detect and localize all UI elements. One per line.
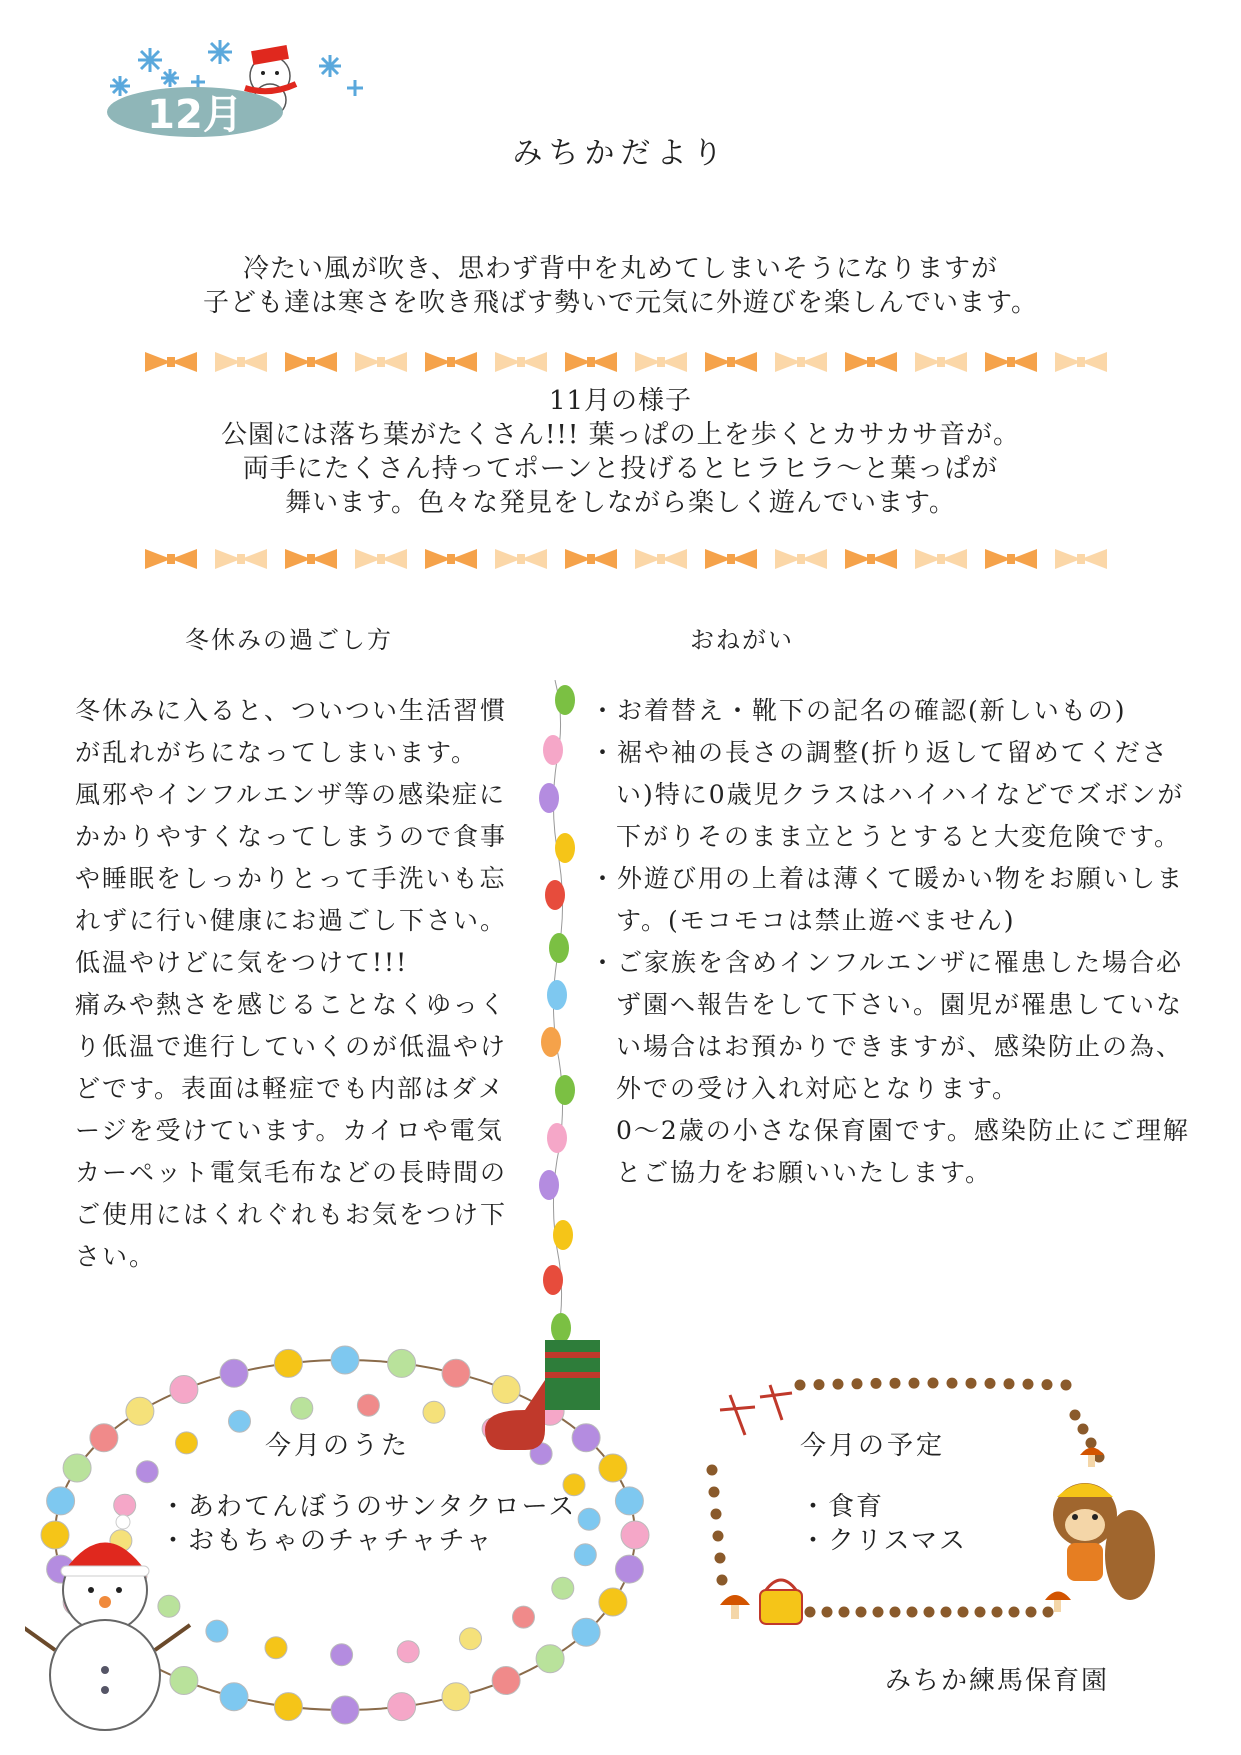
frame-dot-icon — [985, 1378, 996, 1389]
frame-dot-icon — [907, 1607, 918, 1618]
ribbon-bow-icon — [635, 549, 687, 569]
frame-dot-icon — [1026, 1607, 1037, 1618]
balloon-icon — [555, 1075, 575, 1105]
school-name: みちか練馬保育園 — [885, 1666, 1110, 1696]
light-bulb-icon — [331, 1644, 353, 1666]
squirrel-icon — [1053, 1483, 1155, 1600]
ribbon-bow-icon — [915, 352, 967, 372]
basket-icon — [760, 1580, 802, 1624]
light-bulb-icon — [158, 1595, 180, 1617]
ribbon-bow-icon — [285, 352, 337, 372]
light-bulb-icon — [442, 1683, 470, 1711]
light-bulb-icon — [136, 1461, 158, 1483]
ribbon-bow-icon — [425, 549, 477, 569]
light-bulb-icon — [47, 1487, 75, 1515]
balloon-icon — [555, 833, 575, 863]
balloon-icon — [539, 1170, 559, 1200]
frame-dot-icon — [909, 1378, 920, 1389]
winter-line: かかりやすくなってしまうので食事 — [75, 822, 508, 851]
snowflake-icon — [110, 40, 363, 96]
ribbon-bow-icon — [845, 352, 897, 372]
request-item: ・ご家族を含めインフルエンザに罹患した場合必ず園へ報告をして下さい。園児が罹患していない場合はお預かりできますが、感染防止の為、外での受け入れ対応となります。 — [590, 948, 1184, 1103]
frame-dot-icon — [890, 1607, 901, 1618]
dragonfly-icon — [720, 1385, 792, 1435]
schedule-title: 今月の予定 — [800, 1431, 946, 1461]
frame-dot-icon — [711, 1509, 722, 1520]
frame-dot-icon — [992, 1607, 1003, 1618]
frame-dot-icon — [958, 1607, 969, 1618]
light-bulb-icon — [291, 1397, 313, 1419]
frame-dot-icon — [1042, 1379, 1053, 1390]
light-bulb-icon — [423, 1401, 445, 1423]
frame-dot-icon — [1078, 1424, 1089, 1435]
winter-line: 風邪やインフルエンザ等の感染症に — [75, 780, 507, 809]
frame-dot-icon — [1061, 1380, 1072, 1391]
winter-line: ージを受けています。カイロや電気 — [75, 1116, 504, 1145]
balloon-icon — [547, 1123, 567, 1153]
light-bulb-icon — [492, 1376, 520, 1404]
ribbon-bow-icon — [495, 549, 547, 569]
song-list — [160, 1490, 576, 1558]
winter-line: が乱れがちになってしまいます。 — [75, 738, 479, 767]
light-bulb-icon — [513, 1606, 535, 1628]
november-section — [0, 384, 1241, 520]
ribbon-divider-bottom — [140, 546, 1120, 572]
request-closing: 0～2歳の小さな保育園です。感染防止にご理解とご協力をお願いいたします。 — [616, 1116, 1190, 1187]
light-bulb-icon — [206, 1620, 228, 1642]
ribbon-bow-icon — [705, 549, 757, 569]
balloon-icon — [541, 1027, 561, 1057]
frame-dot-icon — [715, 1553, 726, 1564]
frame-dot-icon — [966, 1378, 977, 1389]
winter-line: や睡眠をしっかりとって手洗いも忘 — [75, 864, 507, 893]
ribbon-bow-icon — [775, 549, 827, 569]
ribbon-bow-icon — [985, 549, 1037, 569]
light-bulb-icon — [492, 1667, 520, 1695]
light-bulb-icon — [599, 1454, 627, 1482]
light-bulb-icon — [572, 1424, 600, 1452]
schedule-item: ・食育 — [800, 1492, 885, 1522]
ribbon-bow-icon — [425, 352, 477, 372]
light-bulb-icon — [170, 1376, 198, 1404]
requests-body — [590, 690, 1190, 1194]
frame-dot-icon — [709, 1487, 720, 1498]
song-item: ・あわてんぼうのサンタクロース — [160, 1492, 577, 1522]
november-line: 舞います。色々な発見をしながら楽しく遊んでいます。 — [285, 488, 956, 518]
light-bulb-icon — [331, 1696, 359, 1724]
request-item: ・外遊び用の上着は薄くて暖かい物をお願いします。(モコモコは禁止遊べません) — [590, 864, 1185, 935]
light-bulb-icon — [578, 1508, 600, 1530]
frame-dot-icon — [833, 1379, 844, 1390]
light-bulb-icon — [331, 1346, 359, 1374]
ribbon-bow-icon — [565, 549, 617, 569]
badge-month: 12月 — [147, 92, 243, 138]
light-bulb-icon — [536, 1645, 564, 1673]
frame-dot-icon — [1070, 1410, 1081, 1421]
ribbon-bow-icon — [355, 352, 407, 372]
light-bulb-icon — [621, 1521, 649, 1549]
light-bulb-icon — [574, 1544, 596, 1566]
light-bulb-icon — [63, 1454, 91, 1482]
ribbon-bow-icon — [845, 549, 897, 569]
frame-dot-icon — [1009, 1607, 1020, 1618]
winter-line: カーペット電気毛布などの長時間の — [75, 1158, 508, 1187]
winter-line: れずに行い健康にお過ごし下さい。 — [75, 906, 508, 935]
winter-line: ご使用にはくれぐれもお気をつけ下 — [75, 1200, 508, 1229]
song-title: 今月のうた — [265, 1431, 411, 1461]
frame-dot-icon — [1023, 1379, 1034, 1390]
frame-dot-icon — [717, 1575, 728, 1586]
light-bulb-icon — [274, 1349, 302, 1377]
frame-dot-icon — [975, 1607, 986, 1618]
november-heading: 11月の様子 — [548, 386, 693, 416]
ribbon-bow-icon — [145, 352, 197, 372]
november-line: 両手にたくさん持ってポーンと投げるとヒラヒラ～と葉っぱが — [242, 454, 999, 484]
balloon-icon — [549, 933, 569, 963]
light-bulb-icon — [220, 1683, 248, 1711]
intro-line: 子ども達は寒さを吹き飛ばす勢いで元気に外遊びを楽しんでいます。 — [203, 288, 1038, 318]
frame-dot-icon — [871, 1378, 882, 1389]
balloon-icon — [555, 685, 575, 715]
light-bulb-icon — [274, 1693, 302, 1721]
page-title: みちかだより — [512, 136, 729, 171]
light-bulb-icon — [170, 1667, 198, 1695]
frame-dot-icon — [890, 1378, 901, 1389]
ribbon-bow-icon — [355, 549, 407, 569]
balloon-icon — [545, 880, 565, 910]
light-bulb-icon — [229, 1410, 251, 1432]
winter-line: 低温やけどに気をつけて!!! — [75, 948, 409, 977]
light-bulb-icon — [460, 1628, 482, 1650]
frame-dot-icon — [947, 1378, 958, 1389]
request-item: ・裾や袖の長さの調整(折り返して留めてください)特に0歳児クラスはハイハイなどでズボンが下がりそのまま立とうとすると大変危険です。 — [590, 738, 1185, 851]
ribbon-bow-icon — [495, 352, 547, 372]
winter-line: さい。 — [75, 1242, 157, 1271]
november-line: 公園には落ち葉がたくさん!!! 葉っぱの上を歩くとカサカサ音が。 — [220, 420, 1021, 450]
frame-dot-icon — [1043, 1607, 1054, 1618]
light-bulb-icon — [126, 1397, 154, 1425]
light-bulb-icon — [388, 1693, 416, 1721]
ribbon-bow-icon — [985, 352, 1037, 372]
frame-dot-icon — [713, 1531, 724, 1542]
light-bulb-icon — [114, 1494, 136, 1516]
light-bulb-icon — [572, 1618, 600, 1646]
ribbon-bow-icon — [1055, 549, 1107, 569]
ribbon-bow-icon — [145, 549, 197, 569]
light-bulb-icon — [615, 1555, 643, 1583]
light-bulb-icon — [90, 1424, 118, 1452]
frame-dot-icon — [924, 1607, 935, 1618]
winter-line: 冬休みに入ると、ついつい生活習慣 — [75, 696, 508, 725]
ribbon-bow-icon — [705, 352, 757, 372]
ribbon-bow-icon — [565, 352, 617, 372]
light-bulb-icon — [442, 1359, 470, 1387]
light-bulb-icon — [397, 1641, 419, 1663]
light-bulb-icon — [615, 1487, 643, 1515]
balloon-icon — [547, 980, 567, 1010]
ribbon-bow-icon — [915, 549, 967, 569]
light-bulb-icon — [220, 1359, 248, 1387]
ribbon-bow-icon — [635, 352, 687, 372]
frame-dot-icon — [839, 1607, 850, 1618]
schedule-list — [800, 1490, 967, 1558]
frame-dot-icon — [928, 1378, 939, 1389]
frame-dot-icon — [805, 1607, 816, 1618]
ribbon-bow-icon — [215, 549, 267, 569]
frame-dot-icon — [873, 1607, 884, 1618]
requests-heading: おねがい — [690, 626, 794, 654]
frame-dot-icon — [941, 1607, 952, 1618]
frame-dot-icon — [795, 1380, 806, 1391]
frame-dot-icon — [1004, 1378, 1015, 1389]
ribbon-bow-icon — [775, 352, 827, 372]
frame-dot-icon — [852, 1378, 863, 1389]
balloon-icon — [543, 735, 563, 765]
request-item: ・お着替え・靴下の記名の確認(新しいもの) — [590, 696, 1127, 725]
balloon-icon — [539, 783, 559, 813]
winter-line: り低温で進行していくのが低温やけ — [75, 1032, 508, 1061]
winter-line: 痛みや熱さを感じることなくゆっく — [75, 990, 507, 1019]
balloon-icon — [553, 1220, 573, 1250]
light-bulb-icon — [176, 1432, 198, 1454]
balloon-divider — [535, 680, 585, 1340]
frame-dot-icon — [856, 1607, 867, 1618]
frame-dot-icon — [822, 1607, 833, 1618]
frame-dot-icon — [707, 1465, 718, 1476]
schedule-item: ・クリスマス — [800, 1526, 967, 1556]
light-bulb-icon — [388, 1349, 416, 1377]
light-bulb-icon — [265, 1637, 287, 1659]
light-bulb-icon — [599, 1588, 627, 1616]
balloon-icon — [543, 1265, 563, 1295]
winter-body — [75, 690, 525, 1278]
ribbon-divider-top — [140, 349, 1120, 375]
light-bulb-icon — [357, 1394, 379, 1416]
winter-line: どです。表面は軽症でも内部はダメ — [75, 1074, 506, 1103]
ribbon-bow-icon — [1055, 352, 1107, 372]
winter-heading: 冬休みの過ごし方 — [185, 626, 393, 654]
ribbon-bow-icon — [285, 549, 337, 569]
ribbon-bow-icon — [215, 352, 267, 372]
intro-line: 冷たい風が吹き、思わず背中を丸めてしまいそうになりますが — [243, 254, 998, 284]
light-bulb-icon — [41, 1521, 69, 1549]
frame-dot-icon — [814, 1379, 825, 1390]
intro-text — [0, 252, 1241, 320]
light-bulb-icon — [552, 1577, 574, 1599]
frame-dot-icon — [1086, 1438, 1097, 1449]
song-item: ・おもちゃのチャチャチャ — [160, 1526, 494, 1556]
